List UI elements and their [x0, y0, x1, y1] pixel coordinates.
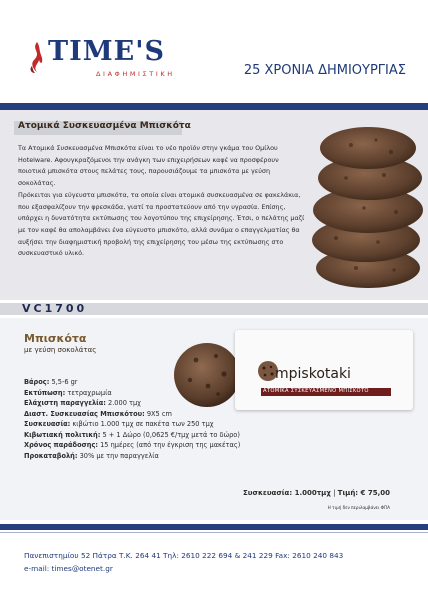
spec-value: 15 ημέρες (από την έγκριση της μακέτας) — [98, 441, 241, 449]
spec-row — [24, 430, 284, 441]
footer-email: e-mail: times@otenet.gr — [24, 564, 113, 573]
spec-row — [24, 388, 284, 399]
spec-label: Διαστ. Συσκευασίας Μπισκότου: — [24, 409, 145, 418]
product-specs — [24, 377, 284, 461]
spec-value: 30% με την παραγγελία — [77, 451, 159, 460]
top-rule — [0, 103, 428, 110]
years-tagline: 25 ΧΡΟΝΙΑ ΔΗΜΙΟΥΡΓΙΑΣ — [243, 63, 406, 78]
spec-label: Κιβωτιακή πολιτική: — [24, 430, 101, 439]
price-row — [243, 489, 390, 497]
spec-label: Ελάχιστη παραγγελία: — [24, 399, 106, 407]
packet-tag: ΑΤΟΜΙΚΑ ΣΥΣΚΕΥΑΣΜΕΝΟ ΜΠΙΣΚΟΤΟ — [263, 388, 369, 394]
spec-row — [24, 398, 284, 409]
brand-name: TIME'S — [48, 36, 165, 67]
package-label: Συσκευασία: — [242, 489, 295, 497]
price-separator: | — [330, 489, 338, 497]
product-title: Μπισκότα — [24, 332, 87, 345]
product-code: VC1700 — [22, 302, 88, 315]
price-label: Τιμή: — [337, 489, 361, 497]
vat-note: Η τιμή δεν περιλαμβάνει ΦΠΑ — [327, 505, 390, 510]
company-logo — [28, 38, 208, 82]
cookie-stack-image — [306, 120, 424, 292]
spec-row — [24, 451, 284, 462]
spec-value: 2.000 τμχ — [105, 399, 141, 407]
spec-label: Συσκευασία: — [24, 420, 71, 428]
package-value: 1.000τμχ — [294, 489, 331, 497]
bottom-rule — [0, 524, 428, 530]
intro-text — [18, 143, 306, 260]
intro-paragraph: Τα Ατομικά Συσκευασμένα Μπισκότα είναι το νέο προϊόν στην γκάμα του Ομίλου Hotelware. Αφουγκραζόμενοι την ανάγκη των επιχειρήσεων καφέ να προσφέρουν ποιοτικά μπισκότα στους πελάτες τους, παρουσιάζουμε τα μπισκότα με γεύση σοκολάτας. — [18, 144, 279, 188]
spec-value: 9X5 cm — [144, 409, 172, 418]
spec-label: Προκαταβολή: — [24, 451, 78, 460]
bottom-rule-thin — [0, 532, 428, 533]
spec-label: Βάρος: — [24, 378, 50, 386]
spec-row — [24, 419, 284, 430]
flame-emblem-icon — [28, 40, 46, 74]
intro-title: Ατομικά Συσκευασμένα Μπισκότα — [18, 121, 191, 131]
spec-label: Χρόνος παράδοσης: — [24, 441, 98, 449]
spec-value: 5 + 1 Δώρο (0,0625 €/τμχ μετά το δώρο) — [100, 430, 240, 439]
product-subtitle: με γεύση σοκολάτας — [24, 346, 97, 354]
spec-row — [24, 440, 284, 451]
spec-label: Εκτύπωση: — [24, 388, 66, 397]
spec-value: 5,5-6 gr — [49, 378, 78, 386]
intro-paragraph: Πρόκειται για εύγευστα μπισκότα, τα οποία είναι ατομικά συσκευασμένα σε φακελάκια, που εξασφαλίζουν την φρεσκάδα, γιατί τα προστατεύουν από την υγρασία. Επίσης, υπάρχει η δυνατότητα εκτύπωσης του λογοτύπου της επιχείρησης. Έτσι, ο πελάτης μαζί με τον καφέ θα απολαμβάνει ένα εύγευστο μπισκότο, αλλά συνάμα ο επαγγελματίας θα αυξήσει την διαφημιστική προβολή της επιχείρησης του μέσω της εκτύπωσης στο συσκευαστικό υλικό. — [18, 190, 305, 258]
spec-value: τετραχρωμία — [65, 388, 112, 397]
header — [0, 0, 428, 100]
spec-row — [24, 409, 284, 420]
spec-value: κιβώτιο 1.000 τμχ σε πακέτα των 250 τμχ — [70, 420, 214, 428]
brand-subtitle: ΔΙΑΦΗΜΙΣΤΙΚΗ — [96, 70, 175, 78]
packet-brand: mpiskotaki — [275, 366, 351, 382]
price-value: € 75,00 — [360, 489, 390, 497]
footer-address: Πανεπιστημίου 52 Πάτρα Τ.Κ. 264 41 Τηλ: 2610 222 694 & 241 229 Fax: 2610 240 843 — [24, 551, 344, 560]
spec-row — [24, 377, 284, 388]
